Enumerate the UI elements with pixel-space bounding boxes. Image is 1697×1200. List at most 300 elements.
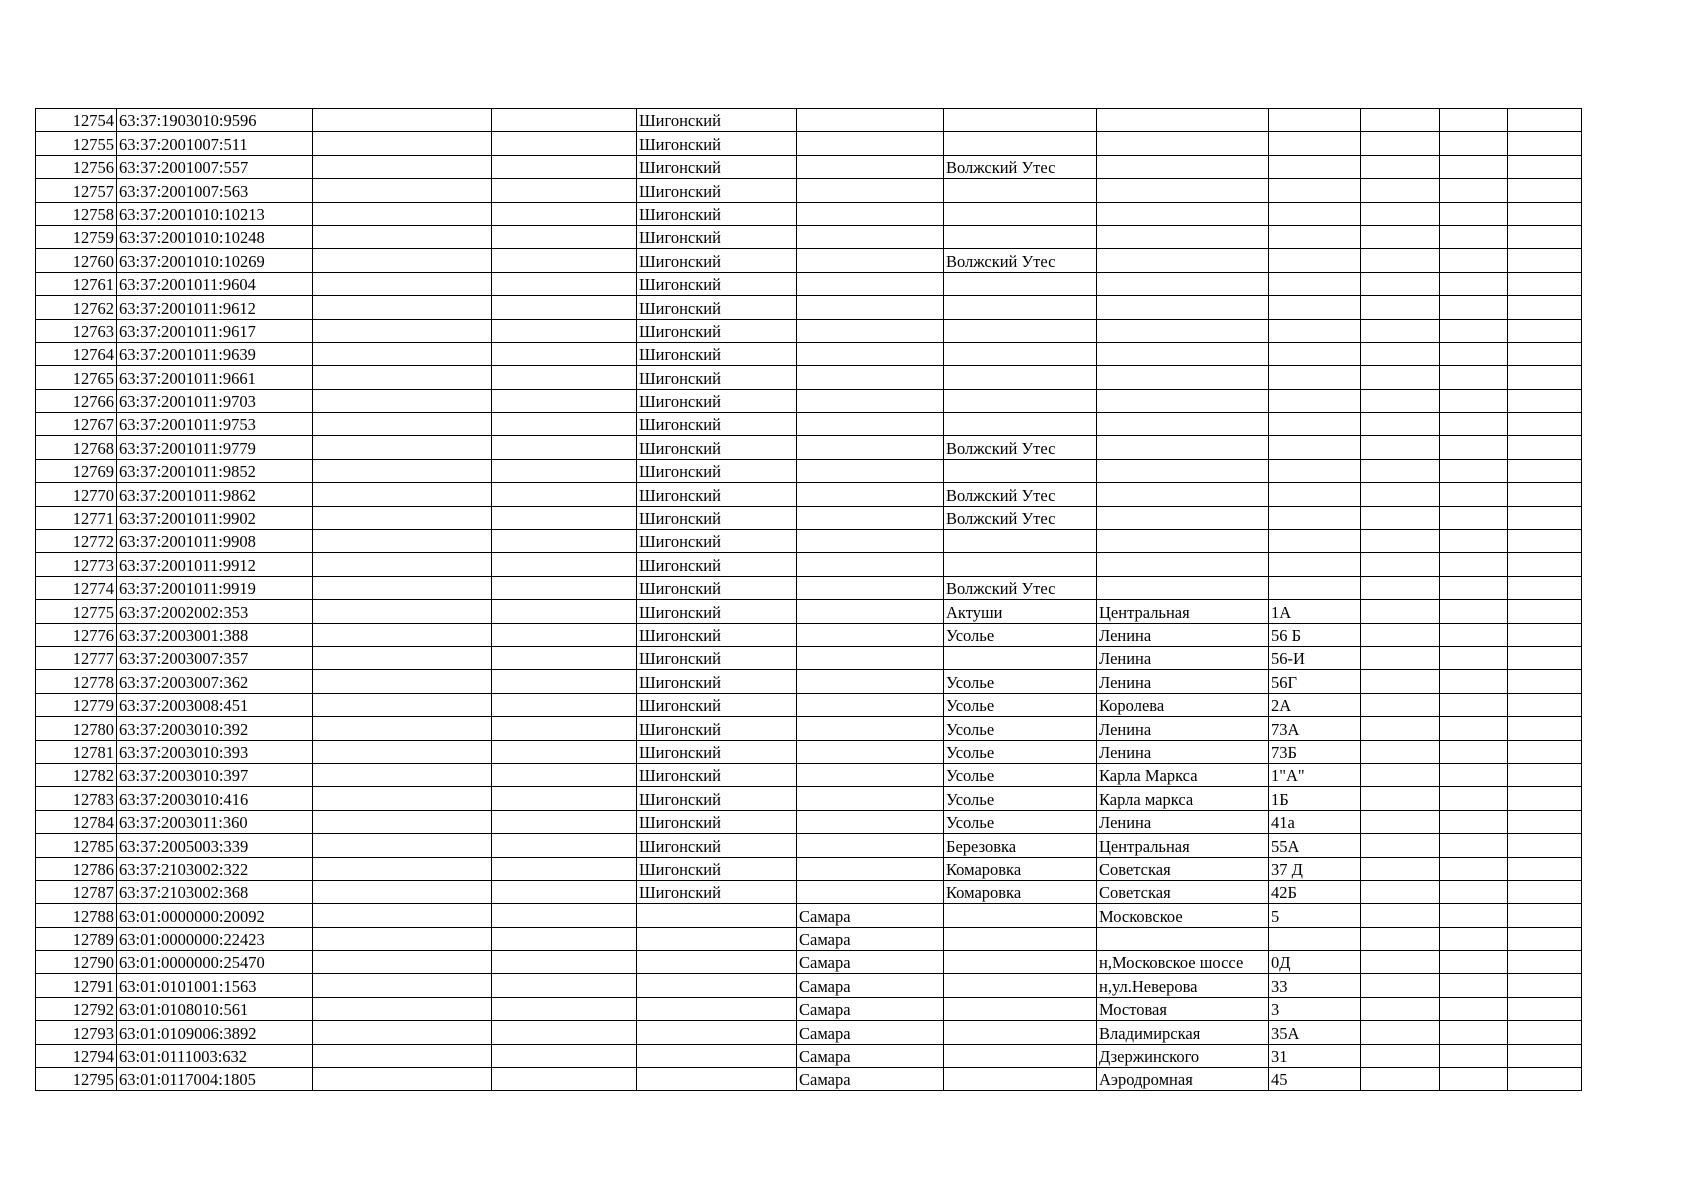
empty-cell-12 (1508, 506, 1582, 529)
district-cell: Шигонский (637, 132, 797, 155)
city-cell (797, 693, 944, 716)
city-cell (797, 179, 944, 202)
empty-cell-4 (492, 623, 637, 646)
table-row (36, 670, 1582, 693)
city-cell: Самара (797, 1044, 944, 1067)
empty-cell-3 (313, 927, 492, 950)
table-row (36, 600, 1582, 623)
empty-cell-12 (1508, 436, 1582, 459)
empty-cell-3 (313, 576, 492, 599)
empty-cell-4 (492, 997, 637, 1020)
cadastral-number-cell: 63:37:2001007:563 (117, 179, 313, 202)
row-number-cell: 12763 (36, 319, 117, 342)
table-row (36, 319, 1582, 342)
city-cell (797, 670, 944, 693)
street-cell (1097, 155, 1269, 178)
row-number-cell: 12764 (36, 342, 117, 365)
empty-cell-3 (313, 623, 492, 646)
street-cell: Центральная (1097, 834, 1269, 857)
empty-cell-12 (1508, 179, 1582, 202)
table-row (36, 810, 1582, 833)
empty-cell-4 (492, 179, 637, 202)
empty-cell-10 (1361, 202, 1440, 225)
district-cell (637, 1044, 797, 1067)
street-cell (1097, 109, 1269, 132)
empty-cell-12 (1508, 717, 1582, 740)
empty-cell-11 (1440, 530, 1508, 553)
cadastral-number-cell: 63:37:2001011:9612 (117, 296, 313, 319)
empty-cell-3 (313, 483, 492, 506)
locality-cell (944, 904, 1097, 927)
street-cell (1097, 436, 1269, 459)
empty-cell-10 (1361, 576, 1440, 599)
empty-cell-11 (1440, 974, 1508, 997)
locality-cell (944, 179, 1097, 202)
house-number-cell (1269, 389, 1361, 412)
empty-cell-4 (492, 342, 637, 365)
empty-cell-12 (1508, 763, 1582, 786)
table-row (36, 1044, 1582, 1067)
district-cell: Шигонский (637, 296, 797, 319)
empty-cell-3 (313, 857, 492, 880)
district-cell: Шигонский (637, 787, 797, 810)
locality-cell: Усолье (944, 787, 1097, 810)
locality-cell (944, 366, 1097, 389)
street-cell: Советская (1097, 857, 1269, 880)
empty-cell-10 (1361, 600, 1440, 623)
empty-cell-4 (492, 483, 637, 506)
empty-cell-4 (492, 413, 637, 436)
empty-cell-10 (1361, 670, 1440, 693)
district-cell (637, 951, 797, 974)
house-number-cell: 1Б (1269, 787, 1361, 810)
empty-cell-10 (1361, 904, 1440, 927)
district-cell: Шигонский (637, 880, 797, 903)
row-number-cell: 12790 (36, 951, 117, 974)
locality-cell: Волжский Утес (944, 506, 1097, 529)
locality-cell: Усолье (944, 623, 1097, 646)
cadastral-number-cell: 63:01:0101001:1563 (117, 974, 313, 997)
empty-cell-3 (313, 880, 492, 903)
district-cell: Шигонский (637, 553, 797, 576)
cadastral-number-cell: 63:37:2001011:9912 (117, 553, 313, 576)
locality-cell: Усолье (944, 810, 1097, 833)
house-number-cell: 42Б (1269, 880, 1361, 903)
district-cell: Шигонский (637, 600, 797, 623)
table-row (36, 553, 1582, 576)
row-number-cell: 12755 (36, 132, 117, 155)
locality-cell: Усолье (944, 717, 1097, 740)
empty-cell-10 (1361, 1068, 1440, 1091)
empty-cell-10 (1361, 436, 1440, 459)
empty-cell-3 (313, 646, 492, 669)
street-cell: Владимирская (1097, 1021, 1269, 1044)
empty-cell-10 (1361, 1044, 1440, 1067)
empty-cell-12 (1508, 857, 1582, 880)
street-cell: Ленина (1097, 717, 1269, 740)
district-cell (637, 927, 797, 950)
empty-cell-3 (313, 787, 492, 810)
cadastral-number-cell: 63:37:2001007:511 (117, 132, 313, 155)
empty-cell-3 (313, 670, 492, 693)
empty-cell-12 (1508, 413, 1582, 436)
cadastral-number-cell: 63:01:0000000:20092 (117, 904, 313, 927)
locality-cell (944, 1044, 1097, 1067)
table-row (36, 249, 1582, 272)
house-number-cell: 55А (1269, 834, 1361, 857)
district-cell: Шигонский (637, 249, 797, 272)
district-cell: Шигонский (637, 717, 797, 740)
empty-cell-11 (1440, 319, 1508, 342)
cadastral-number-cell: 63:01:0117004:1805 (117, 1068, 313, 1091)
locality-cell (944, 927, 1097, 950)
street-cell: н,Московское шоссе (1097, 951, 1269, 974)
empty-cell-10 (1361, 155, 1440, 178)
district-cell: Шигонский (637, 319, 797, 342)
table-row (36, 109, 1582, 132)
street-cell: Королева (1097, 693, 1269, 716)
empty-cell-10 (1361, 249, 1440, 272)
house-number-cell (1269, 530, 1361, 553)
street-cell: Ленина (1097, 810, 1269, 833)
table-row (36, 1068, 1582, 1091)
row-number-cell: 12787 (36, 880, 117, 903)
city-cell: Самара (797, 1021, 944, 1044)
empty-cell-11 (1440, 1021, 1508, 1044)
table-row (36, 763, 1582, 786)
district-cell: Шигонский (637, 202, 797, 225)
empty-cell-3 (313, 272, 492, 295)
house-number-cell (1269, 155, 1361, 178)
house-number-cell: 73А (1269, 717, 1361, 740)
table-row (36, 530, 1582, 553)
city-cell: Самара (797, 927, 944, 950)
empty-cell-12 (1508, 530, 1582, 553)
empty-cell-3 (313, 1044, 492, 1067)
cadastral-number-cell: 63:37:2003008:451 (117, 693, 313, 716)
locality-cell (944, 459, 1097, 482)
house-number-cell: 1"А" (1269, 763, 1361, 786)
street-cell: Ленина (1097, 670, 1269, 693)
empty-cell-4 (492, 810, 637, 833)
empty-cell-4 (492, 646, 637, 669)
district-cell: Шигонский (637, 413, 797, 436)
empty-cell-10 (1361, 530, 1440, 553)
empty-cell-12 (1508, 810, 1582, 833)
empty-cell-11 (1440, 296, 1508, 319)
locality-cell: Волжский Утес (944, 576, 1097, 599)
house-number-cell: 5 (1269, 904, 1361, 927)
empty-cell-4 (492, 225, 637, 248)
locality-cell (944, 132, 1097, 155)
locality-cell (944, 997, 1097, 1020)
empty-cell-4 (492, 1044, 637, 1067)
empty-cell-12 (1508, 366, 1582, 389)
house-number-cell (1269, 296, 1361, 319)
street-cell (1097, 413, 1269, 436)
empty-cell-3 (313, 319, 492, 342)
district-cell: Шигонский (637, 506, 797, 529)
empty-cell-3 (313, 974, 492, 997)
empty-cell-4 (492, 927, 637, 950)
empty-cell-3 (313, 389, 492, 412)
street-cell: Карла Маркса (1097, 763, 1269, 786)
house-number-cell (1269, 927, 1361, 950)
district-cell: Шигонский (637, 342, 797, 365)
cadastral-number-cell: 63:37:2103002:322 (117, 857, 313, 880)
empty-cell-3 (313, 763, 492, 786)
empty-cell-11 (1440, 927, 1508, 950)
empty-cell-10 (1361, 296, 1440, 319)
empty-cell-4 (492, 366, 637, 389)
cadastral-number-cell: 63:01:0109006:3892 (117, 1021, 313, 1044)
city-cell (797, 576, 944, 599)
district-cell: Шигонский (637, 693, 797, 716)
cadastral-number-cell: 63:37:2001011:9902 (117, 506, 313, 529)
empty-cell-11 (1440, 857, 1508, 880)
row-number-cell: 12792 (36, 997, 117, 1020)
table-row (36, 155, 1582, 178)
cadastral-number-cell: 63:37:2002002:353 (117, 600, 313, 623)
empty-cell-12 (1508, 670, 1582, 693)
city-cell (797, 459, 944, 482)
table-row (36, 459, 1582, 482)
table-row (36, 132, 1582, 155)
cadastral-number-cell: 63:37:2001010:10269 (117, 249, 313, 272)
locality-cell (944, 553, 1097, 576)
empty-cell-10 (1361, 366, 1440, 389)
house-number-cell (1269, 553, 1361, 576)
cadastral-number-cell: 63:37:2001011:9753 (117, 413, 313, 436)
district-cell: Шигонский (637, 225, 797, 248)
empty-cell-11 (1440, 904, 1508, 927)
row-number-cell: 12779 (36, 693, 117, 716)
house-number-cell: 73Б (1269, 740, 1361, 763)
district-cell: Шигонский (637, 623, 797, 646)
empty-cell-11 (1440, 413, 1508, 436)
table-row (36, 366, 1582, 389)
cadastral-number-cell: 63:37:2001011:9661 (117, 366, 313, 389)
locality-cell (944, 319, 1097, 342)
district-cell (637, 1068, 797, 1091)
district-cell: Шигонский (637, 109, 797, 132)
house-number-cell (1269, 202, 1361, 225)
empty-cell-11 (1440, 670, 1508, 693)
empty-cell-4 (492, 740, 637, 763)
city-cell (797, 389, 944, 412)
row-number-cell: 12784 (36, 810, 117, 833)
empty-cell-10 (1361, 787, 1440, 810)
locality-cell (944, 951, 1097, 974)
empty-cell-10 (1361, 997, 1440, 1020)
city-cell (797, 483, 944, 506)
city-cell (797, 857, 944, 880)
row-number-cell: 12782 (36, 763, 117, 786)
empty-cell-10 (1361, 459, 1440, 482)
empty-cell-12 (1508, 834, 1582, 857)
cadastral-number-cell: 63:01:0000000:25470 (117, 951, 313, 974)
cadastral-number-cell: 63:37:2003010:393 (117, 740, 313, 763)
row-number-cell: 12795 (36, 1068, 117, 1091)
empty-cell-3 (313, 834, 492, 857)
table-body (36, 109, 1582, 1091)
empty-cell-11 (1440, 997, 1508, 1020)
empty-cell-3 (313, 693, 492, 716)
house-number-cell (1269, 483, 1361, 506)
row-number-cell: 12785 (36, 834, 117, 857)
empty-cell-12 (1508, 974, 1582, 997)
district-cell: Шигонский (637, 155, 797, 178)
cadastral-number-cell: 63:37:2001011:9779 (117, 436, 313, 459)
house-number-cell: 56-И (1269, 646, 1361, 669)
house-number-cell: 31 (1269, 1044, 1361, 1067)
empty-cell-11 (1440, 389, 1508, 412)
house-number-cell (1269, 249, 1361, 272)
empty-cell-10 (1361, 553, 1440, 576)
empty-cell-10 (1361, 483, 1440, 506)
empty-cell-4 (492, 763, 637, 786)
empty-cell-11 (1440, 810, 1508, 833)
city-cell (797, 272, 944, 295)
district-cell (637, 1021, 797, 1044)
house-number-cell (1269, 225, 1361, 248)
empty-cell-10 (1361, 413, 1440, 436)
locality-cell: Усолье (944, 763, 1097, 786)
locality-cell: Актуши (944, 600, 1097, 623)
empty-cell-10 (1361, 225, 1440, 248)
cadastral-number-cell: 63:37:2001011:9604 (117, 272, 313, 295)
house-number-cell: 56Г (1269, 670, 1361, 693)
street-cell: Карла маркса (1097, 787, 1269, 810)
empty-cell-10 (1361, 1021, 1440, 1044)
empty-cell-3 (313, 155, 492, 178)
cadastral-number-cell: 63:37:2001007:557 (117, 155, 313, 178)
row-number-cell: 12761 (36, 272, 117, 295)
street-cell: Московское (1097, 904, 1269, 927)
empty-cell-12 (1508, 225, 1582, 248)
empty-cell-10 (1361, 389, 1440, 412)
empty-cell-3 (313, 296, 492, 319)
street-cell: Дзержинского (1097, 1044, 1269, 1067)
table-row (36, 389, 1582, 412)
locality-cell (944, 1068, 1097, 1091)
empty-cell-11 (1440, 202, 1508, 225)
empty-cell-4 (492, 506, 637, 529)
empty-cell-10 (1361, 319, 1440, 342)
city-cell (797, 834, 944, 857)
district-cell: Шигонский (637, 389, 797, 412)
locality-cell (944, 530, 1097, 553)
empty-cell-12 (1508, 342, 1582, 365)
cadastral-number-cell: 63:01:0000000:22423 (117, 927, 313, 950)
empty-cell-12 (1508, 1044, 1582, 1067)
empty-cell-11 (1440, 740, 1508, 763)
house-number-cell (1269, 319, 1361, 342)
street-cell (1097, 366, 1269, 389)
table-row (36, 225, 1582, 248)
cadastral-number-cell: 63:37:2005003:339 (117, 834, 313, 857)
empty-cell-4 (492, 834, 637, 857)
empty-cell-4 (492, 109, 637, 132)
empty-cell-3 (313, 342, 492, 365)
empty-cell-11 (1440, 787, 1508, 810)
empty-cell-3 (313, 506, 492, 529)
row-number-cell: 12777 (36, 646, 117, 669)
row-number-cell: 12772 (36, 530, 117, 553)
table-row (36, 927, 1582, 950)
empty-cell-10 (1361, 693, 1440, 716)
empty-cell-12 (1508, 109, 1582, 132)
empty-cell-3 (313, 249, 492, 272)
table-row (36, 880, 1582, 903)
house-number-cell: 45 (1269, 1068, 1361, 1091)
cadastral-number-cell: 63:37:2001010:10248 (117, 225, 313, 248)
row-number-cell: 12794 (36, 1044, 117, 1067)
city-cell (797, 787, 944, 810)
row-number-cell: 12760 (36, 249, 117, 272)
house-number-cell (1269, 436, 1361, 459)
empty-cell-4 (492, 389, 637, 412)
locality-cell (944, 389, 1097, 412)
cadastral-number-cell: 63:01:0108010:561 (117, 997, 313, 1020)
empty-cell-4 (492, 576, 637, 599)
table-row (36, 951, 1582, 974)
table-row (36, 576, 1582, 599)
street-cell (1097, 296, 1269, 319)
street-cell: Советская (1097, 880, 1269, 903)
city-cell (797, 530, 944, 553)
empty-cell-10 (1361, 179, 1440, 202)
row-number-cell: 12758 (36, 202, 117, 225)
house-number-cell: 3 (1269, 997, 1361, 1020)
empty-cell-11 (1440, 834, 1508, 857)
empty-cell-11 (1440, 459, 1508, 482)
table-row (36, 787, 1582, 810)
empty-cell-10 (1361, 623, 1440, 646)
empty-cell-10 (1361, 109, 1440, 132)
row-number-cell: 12754 (36, 109, 117, 132)
city-cell (797, 366, 944, 389)
city-cell: Самара (797, 997, 944, 1020)
city-cell (797, 249, 944, 272)
row-number-cell: 12791 (36, 974, 117, 997)
street-cell: Ленина (1097, 623, 1269, 646)
empty-cell-12 (1508, 927, 1582, 950)
row-number-cell: 12757 (36, 179, 117, 202)
empty-cell-12 (1508, 600, 1582, 623)
empty-cell-10 (1361, 880, 1440, 903)
locality-cell: Волжский Утес (944, 483, 1097, 506)
empty-cell-4 (492, 132, 637, 155)
locality-cell: Волжский Утес (944, 436, 1097, 459)
empty-cell-12 (1508, 553, 1582, 576)
cadastral-number-cell: 63:37:2001011:9852 (117, 459, 313, 482)
locality-cell (944, 413, 1097, 436)
empty-cell-12 (1508, 296, 1582, 319)
empty-cell-12 (1508, 646, 1582, 669)
empty-cell-11 (1440, 155, 1508, 178)
empty-cell-11 (1440, 717, 1508, 740)
district-cell: Шигонский (637, 857, 797, 880)
district-cell: Шигонский (637, 272, 797, 295)
row-number-cell: 12781 (36, 740, 117, 763)
table-row (36, 623, 1582, 646)
cadastral-number-cell: 63:37:2001011:9639 (117, 342, 313, 365)
empty-cell-3 (313, 904, 492, 927)
city-cell: Самара (797, 951, 944, 974)
row-number-cell: 12768 (36, 436, 117, 459)
city-cell: Самара (797, 904, 944, 927)
